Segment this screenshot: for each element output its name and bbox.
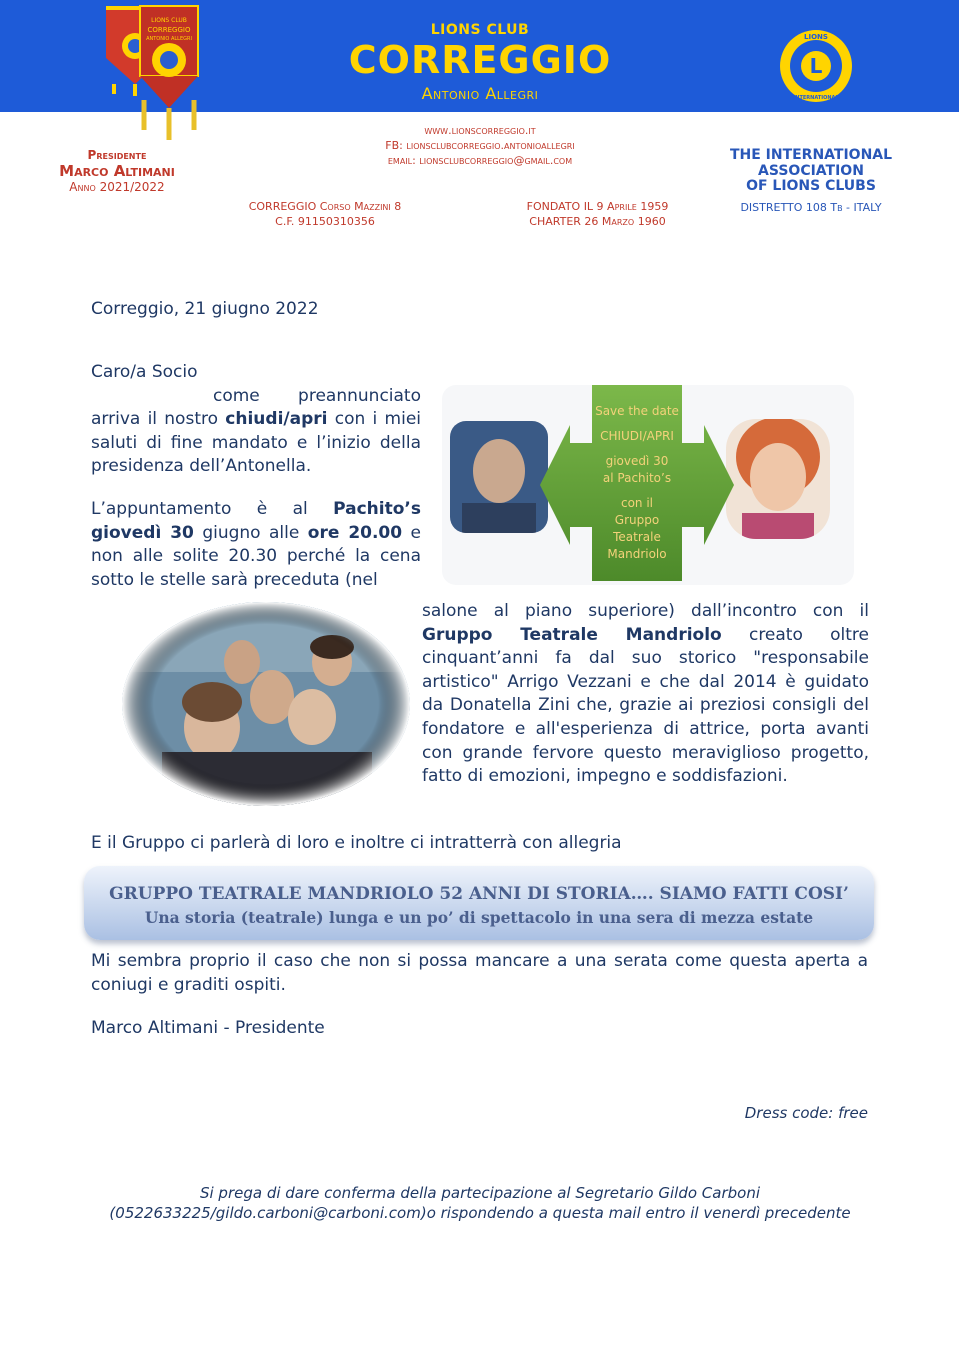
std-line-6: Gruppo xyxy=(614,513,660,527)
rsvp-note-line-1: Si prega di dare conferma della partecipazione al Segretario Gildo Carboni xyxy=(199,1184,761,1202)
intl-association-line-3: OF LIONS CLUBS xyxy=(746,178,876,194)
website-link[interactable]: www.lionscorreggio.it xyxy=(424,124,536,137)
dress-code: Dress code: free xyxy=(744,1104,868,1122)
address-line: CORREGGIO Corso Mazzini 8 xyxy=(248,200,402,213)
emblem-top-text: LIONS xyxy=(804,33,828,41)
facebook-link[interactable]: FB: lionsclubcorreggio.antonioallegri xyxy=(385,139,575,152)
appointment-time: ore 20.00 xyxy=(307,522,403,543)
theatre-group-photo xyxy=(122,602,410,806)
std-line-4: al Pachito’s xyxy=(602,471,672,485)
std-line-5: con il xyxy=(620,496,654,510)
intro-highlight: chiudi/apri xyxy=(225,409,328,430)
new-president-photo xyxy=(726,417,830,543)
pennant-text-3: ANTONIO ALLEGRI xyxy=(146,36,192,42)
pennant-text-2: CORREGGIO xyxy=(147,26,191,34)
paragraph-closing: Mi sembra proprio il caso che non si possa mancare a una serata come questa aperta a coniugi e graditi ospiti. xyxy=(91,951,868,995)
charter-line: CHARTER 26 Marzo 1960 xyxy=(529,215,666,228)
appointment-text-c: giugno alle xyxy=(202,522,300,543)
pennant-text-1: LIONS CLUB xyxy=(151,17,187,24)
std-line-8: Mandriolo xyxy=(607,547,667,561)
theatre-text-c: creato oltre cinquant’anni fa dal suo storico "responsabile artistico" Arrigo Vezzani e che dal 2014 è guidato da Donatella Zini che, grazie ai preziosi consigli del fondatore e all'esperienza di attrice, porta avanti con grande fervore questo meraviglioso progetto, fatto di emozioni, impegno e soddisfazioni. xyxy=(422,624,869,787)
club-subtitle: Antonio Allegri xyxy=(421,84,539,103)
save-the-date-graphic xyxy=(442,385,854,585)
paragraph-intro xyxy=(91,361,421,479)
president-photo xyxy=(450,421,548,543)
emblem-bottom-text: INTERNATIONAL xyxy=(793,95,839,101)
signature: Marco Altimani - Presidente xyxy=(91,1018,325,1038)
std-line-7: Teatrale xyxy=(613,530,661,544)
rsvp-note-line-2: (0522633225/gildo.carboni@carboni.com)o rispondendo a questa mail entro il venerdì precedente xyxy=(109,1204,851,1222)
email-link[interactable]: email: lionsclubcorreggio@gmail.com xyxy=(387,154,573,167)
theatre-group-name: Gruppo Teatrale Mandriolo xyxy=(422,624,722,645)
theatre-text-a: salone al piano superiore) dall’incontro con il xyxy=(422,601,869,621)
tax-code-line: C.F. 91150310356 xyxy=(275,215,375,228)
intro-text-c: con i miei saluti di fine mandato e l’inizio della presidenza dell’Antonella. xyxy=(91,409,422,477)
std-line-1: Save the date xyxy=(595,404,679,418)
president-name: Marco Altimani xyxy=(59,162,175,180)
club-label: LIONS CLUB xyxy=(430,22,530,38)
intro-text-a: come preannunciato arriva il nostro xyxy=(91,385,421,430)
banner-subtitle: Una storia (teatrale) lunga e un po’ di spettacolo in una sera di mezza estate xyxy=(144,908,814,927)
lions-emblem-icon xyxy=(772,28,860,116)
president-label: Presidente xyxy=(87,148,147,162)
founded-line: FONDATO IL 9 Aprile 1959 xyxy=(526,200,669,213)
appointment-text-e: e non alle solite 20.30 perché la cena sotto le stelle sarà preceduta (nel xyxy=(91,522,421,590)
paragraph-appointment xyxy=(91,498,421,592)
std-line-2: CHIUDI/APRI xyxy=(600,429,674,443)
emblem-letter: L xyxy=(809,54,823,78)
appointment-venue: Pachito’s giovedì 30 xyxy=(91,499,421,543)
banner-title: GRUPPO TEATRALE MANDRIOLO 52 ANNI DI STORIA…. SIAMO FATTI COSI’ xyxy=(109,884,849,904)
club-name: CORREGGIO xyxy=(348,38,612,82)
paragraph-entertainment: E il Gruppo ci parlerà di loro e inoltre ci intratterrà con allegria xyxy=(91,833,622,853)
intro-text xyxy=(91,385,421,479)
district-line: DISTRETTO 108 Tb - ITALY xyxy=(740,201,882,214)
std-line-3: giovedì 30 xyxy=(605,454,669,468)
paragraph-theatre-group xyxy=(422,600,869,789)
letter-date: Correggio, 21 giugno 2022 xyxy=(91,299,319,319)
lions-pennant-right xyxy=(138,4,200,144)
appointment-text-a: L’appuntamento è al xyxy=(91,499,308,519)
intl-association-line-2: ASSOCIATION xyxy=(758,163,864,179)
greeting: Caro/a Socio xyxy=(91,362,198,382)
president-year: Anno 2021/2022 xyxy=(69,180,165,194)
intl-association-line-1: THE INTERNATIONAL xyxy=(729,147,893,163)
